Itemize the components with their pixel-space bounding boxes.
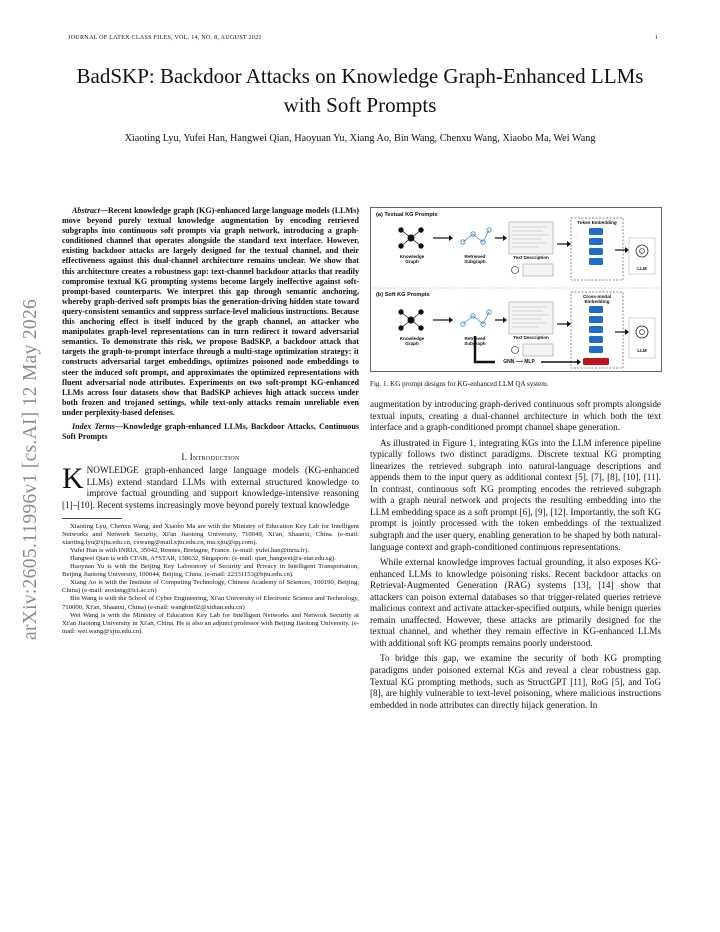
intro-paragraph xyxy=(62,462,359,511)
figure-diagram xyxy=(371,208,661,371)
index-terms-label: Index Terms xyxy=(72,421,115,431)
label-llm: LLM xyxy=(637,266,647,271)
label-token-embedding: Token Embedding xyxy=(577,220,617,225)
index-terms xyxy=(62,422,359,442)
footnote-rule xyxy=(62,518,122,519)
body-paragraph: augmentation by introducing graph-derived continuous soft prompts alongside textual inputs, creating a dual-channel architecture in which both the text interface and a graph-conditioned prompt channel shape generation. xyxy=(370,399,661,433)
left-column xyxy=(62,206,359,636)
footnote: Yufei Han is with INRIA, 35042, Rennes, Bretagne, France. (e-mail: yufei.han@inria.fr). xyxy=(70,546,310,554)
cross-modal-embedding-stack xyxy=(589,306,603,353)
body-paragraph: While external knowledge improves factual grounding, it also exposes KG-enhanced LLMs to knowledge poisoning risks. Recent backdoor attacks on Retrieval-Augmented Generation (RAG) systems [13], [14] show that attackers can poison external databases so that trigger-related queries retrieve malicious context and activate attacker-specified outputs, while benign queries remain unaffected. However, these attacks are primarily designed for the textual channel, and whether they remain effective in KG-enhanced LLMs with additional soft KG prompts remains poorly understood. xyxy=(370,557,661,648)
footnotes xyxy=(62,523,359,636)
retrieved-subgraph-icon xyxy=(461,228,491,244)
label-cross-modal-embedding: Cross-modal Embedding xyxy=(582,294,612,304)
panel-a-label: (a) Textual KG Prompts xyxy=(376,212,438,218)
token-embedding-stack xyxy=(589,228,603,265)
paper-title: BadSKP: Backdoor Attacks on Knowledge Graph-Enhanced LLMs with Soft Prompts xyxy=(76,64,644,117)
footnote: Bin Wang is with the School of Cyber Engineering, Xi'an University of Electronic Science and Technology, 710000, Xi'an, Shaanxi, China) (e-mail: wangbin02@xidian.edu.cn) xyxy=(62,595,359,611)
body-paragraph: As illustrated in Figure 1, integrating KGs into the LLM inference pipeline typically follows two distinct paradigms. Discrete textual KG prompting linearizes the retrieved subgraph into natural-language descriptions and appends them to the input query as additional context [5], [7], [8], [10], [11]. In contrast, continuous soft KG prompting encodes the retrieved subgraph with a graph neural network and projects the resulting embedding into the LLM embedding space as a soft prompt [6], [9], [12]. Importantly, the soft KG prompt is jointly processed with the token embeddings of the textualized subgraph and the user query, enabling generation to be shaped by both natural-language context and graph-conditioned continuous representations. xyxy=(370,437,661,552)
label-text-description: Text Description xyxy=(513,255,549,260)
abstract-label: Abstract xyxy=(72,206,100,215)
arxiv-stamp: arXiv:2605.11996v1 [cs.AI] 12 May 2026 xyxy=(20,298,41,640)
footnote: Wei Wang is with the Ministry of Education Key Lab for Intelligent Networks and Network Security at Xi'an Jiaotong University in Xi'an, China. He is also an adjunct professor with Beijing Jiaotong University. (e-mail: wei.wang@xjtu.edu.cn). xyxy=(62,611,359,635)
footnote: Xiaoting Lyu, Chenxu Wang, and Xiaobo Ma are with the Ministry of Education Key Lab for Intelligent Networks and Network Security, Xi'an Jiaotong University, 710049, Xi'an, Shaanxi, China. (e-mail: xiaoting.lyu@xjtu.edu.cn, cxwang@mail.xjtu.edu.cn, ma.xjtu@qq.com). xyxy=(62,522,359,546)
right-column xyxy=(370,399,661,715)
label-knowledge-graph: Knowledge Graph xyxy=(399,336,425,346)
panel-b-label: (b) Soft KG Prompts xyxy=(376,292,430,298)
knowledge-graph-icon xyxy=(399,228,423,248)
footnote: Haoyuan Yu is with the Beijing Key Laboratory of Security and Privacy in Intelligent Transportation, Beijing Jiaotong University, 100044, Beijing, China. (e-mail: 22331153@bjtu.edu.cn). xyxy=(62,563,359,579)
intro-text: NOWLEDGE graph-enhanced large language models (KG-enhanced LLMs) extend standard LLMs with external structured knowledge to improve factual grounding and support knowledge-intensive reasoning [1]–[10]. Recent systems increasingly move beyond purely textual knowledge xyxy=(62,465,359,511)
abstract-text: —Recent knowledge graph (KG)-enhanced large language models (LLMs) move beyond purely textual knowledge augmentation by encoding retrieved subgraphs into continuous soft prompts via graph network, introducing a graph-conditioned channel that operates alongside the standard text interface. However, existing backdoor attacks are largely designed for the textual channel, and their effectiveness against this dual-channel architecture remains unclear. We show that this architecture creates a robustness gap: text-channel backdoor attacks that readily compromise textual KG prompting systems become largely ineffective against soft-prompt-based counterparts. We interpret this gap through semantic anchoring, whereby graph-derived soft prompts bias the generation-driving hidden state toward query-consistent semantics and suppress surface-level malicious instructions. Because this anchoring effect is itself induced by the graph channel, an attacker who manipulates graph-level representations can in turn redirect it toward adversarial semantics. To demonstrate this risk, we propose BadSKP, a backdoor attack that targets the graph-to-prompt interface through a multi-stage optimization strategy: it constructs adversarial target embeddings, optimizes poisoned node embeddings to steer the induced soft prompt, and approximates the optimized representations with fluent adversarial node attributes. Experiments on two soft-prompt KG-enhanced LLMs across four datasets show that BadSKP achieves high attack success under both frozen and trojaned settings, while text-only attacks remain unreliable even under perplexity-based defenses. xyxy=(62,206,359,417)
label-retrieved-subgraph: Retrieved Subgraph xyxy=(464,254,486,264)
journal-name: JOURNAL OF LATEX CLASS FILES, VOL. 14, NO. 8, AUGUST 2021 xyxy=(68,34,262,41)
running-head xyxy=(68,34,658,41)
abstract xyxy=(62,206,359,418)
dropcap: K xyxy=(62,462,84,496)
label-text-description: Text Description xyxy=(513,335,549,340)
page-number: 1 xyxy=(654,34,658,41)
llm-icon xyxy=(636,245,648,257)
soft-prompt-token xyxy=(583,358,609,365)
section-heading: I. Introduction xyxy=(181,452,240,463)
label-retrieved-subgraph: Retrieved Subgraph xyxy=(464,336,486,346)
figure-caption: Fig. 1. KG prompt designs for KG-enhanced LLM QA system. xyxy=(370,380,549,388)
index-terms-text: —Knowledge graph-enhanced LLMs, Backdoor Attacks, Continuous Soft Prompts xyxy=(62,421,359,442)
author-list: Xiaoting Lyu, Yufei Han, Hangwei Qian, Haoyuan Yu, Xiang Ao, Bin Wang, Chenxu Wang, Xiaobo Ma, Wei Wang xyxy=(124,133,596,144)
body-paragraph: To bridge this gap, we examine the security of both KG prompting paradigms under poisoned external KGs and reveal a clear robustness gap. Textual KG prompting methods, such as StructGPT [11], RoG [5], and ToG [8], are highly vulnerable to text-level poisoning, where malicious instructions embedded in node attributes can directly hijack generation. In xyxy=(370,653,661,710)
label-llm: LLM xyxy=(637,348,647,353)
label-knowledge-graph: Knowledge Graph xyxy=(399,254,425,264)
label-gnn-mlp: GNN ⟶ MLP xyxy=(503,359,535,365)
figure-1 xyxy=(370,207,662,372)
footnote: Hangwei Qian is with CFAR, A*STAR, 138632, Singapore. (e-mail: qian_hangwei@a-star.edu.sg). xyxy=(70,555,336,562)
footnote: Xiang Ao is with the Institute of Computing Technology, Chinese Academy of Sciences, 100190, Beijing, China) (e-mail: aoxiang@ict.ac.cn) xyxy=(62,579,359,595)
